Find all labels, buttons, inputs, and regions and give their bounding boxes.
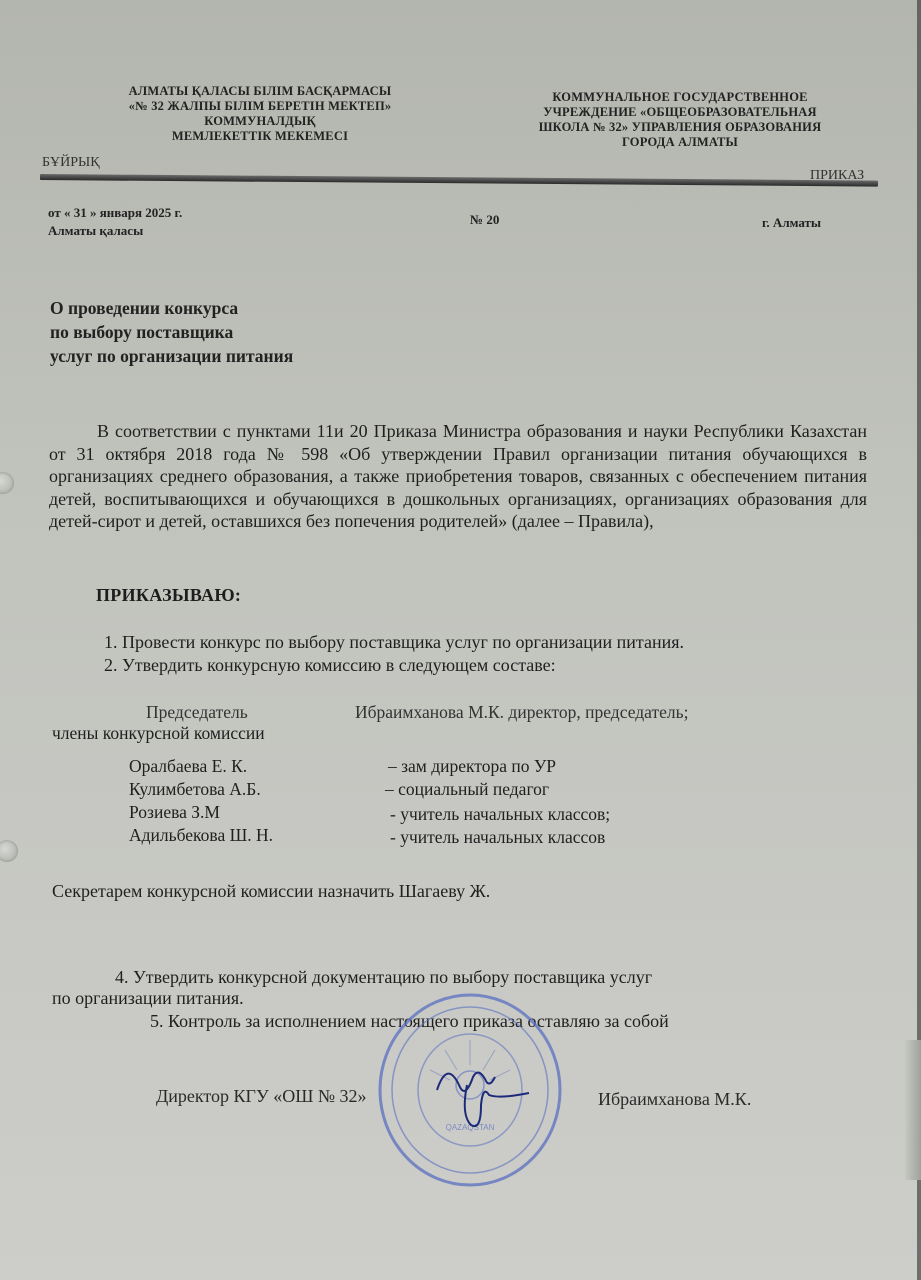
order-number: № 20 — [470, 212, 500, 227]
preamble-paragraph: В соответствии с пунктами 11и 20 Приказа Министра образования и науки Республики Казахстан от 31 октября 2018 года № 598 «Об утверждении Правил организации питания обучающихся в организациях среднего образования, а также приобретения товаров, связанных с обеспечением питания детей, воспитывающихся и обучающихся в дошкольных организациях, организациях образования для детей-сирот и детей, оставшихся без попечения родителей» (далее – Правила), — [49, 421, 867, 531]
member-name: Оралбаева Е. К. — [129, 756, 248, 776]
member-name: Кулимбетова А.Б. — [129, 779, 261, 799]
signatory-name: Ибраимханова М.К. — [598, 1089, 752, 1109]
title-line: услуг по организации питания — [50, 346, 294, 366]
meta-date-block — [48, 204, 182, 240]
order-item-1: 1. Провести конкурс по выбору поставщика услуг по организации питания. — [104, 632, 685, 652]
header-rule — [40, 174, 878, 187]
order-keyword: ПРИКАЗЫВАЮ: — [96, 585, 242, 605]
binder-hole-icon — [0, 472, 14, 494]
order-item-5: 5. Контроль за исполнением настоящего приказа оставляю за собой — [150, 1011, 669, 1031]
header-kz-line: МЕМЛЕКЕТТІК МЕКЕМЕСІ — [171, 129, 349, 143]
member-role: – социальный педагог — [385, 779, 550, 799]
chair-value: Ибраимханова М.К. директор, председатель; — [355, 702, 689, 722]
binder-hole-icon — [0, 840, 18, 862]
city-kz: Алматы қаласы — [48, 223, 144, 238]
doc-type-kz: БҰЙРЫҚ — [42, 155, 100, 170]
member-name: Адильбекова Ш. Н. — [129, 825, 274, 845]
member-role: - учитель начальных классов; — [390, 804, 611, 824]
secretary-line: Секретарем конкурсной комиссии назначить Шагаеву Ж. — [52, 881, 491, 901]
header-kz-line: «№ 32 ЖАЛПЫ БІЛІМ БЕРЕТІН МЕКТЕП» — [128, 99, 392, 113]
header-ru-line: КОММУНАЛЬНОЕ ГОСУДАРСТВЕННОЕ — [552, 90, 808, 104]
chair-label: Председатель — [146, 702, 248, 722]
adjacent-page-edge — [905, 1040, 921, 1180]
header-ru-block — [500, 90, 860, 150]
title-line: О проведении конкурса — [50, 298, 239, 318]
order-title — [50, 296, 293, 368]
header-ru-line: ГОРОДА АЛМАТЫ — [621, 135, 739, 149]
title-line: по выбору поставщика — [50, 322, 234, 342]
member-name: Розиева З.М — [129, 802, 220, 822]
member-role: – зам директора по УР — [388, 756, 556, 776]
header-kz-line: КОММУНАЛДЫҚ — [204, 114, 316, 128]
order-item-4-cont: по организации питания. — [52, 988, 244, 1008]
header-ru-line: ШКОЛА № 32» УПРАВЛЕНИЯ ОБРАЗОВАНИЯ — [538, 120, 822, 134]
members-label: члены конкурсной комиссии — [52, 723, 265, 743]
doc-type-ru: ПРИКАЗ — [810, 168, 865, 183]
order-item-2: 2. Утвердить конкурсную комиссию в следующем составе: — [104, 655, 556, 675]
header-ru-line: УЧРЕЖДЕНИЕ «ОБЩЕОБРАЗОВАТЕЛЬНАЯ — [543, 105, 817, 119]
order-date: от « 31 » января 2025 г. — [48, 205, 183, 220]
signatory-position: Директор КГУ «ОШ № 32» — [156, 1086, 367, 1106]
member-role: - учитель начальных классов — [390, 827, 606, 847]
stamp-text: QAZAQSTAN — [445, 1123, 495, 1132]
header-kz-block — [80, 84, 440, 144]
city-ru: г. Алматы — [762, 215, 822, 230]
order-item-4: 4. Утвердить конкурсной документацию по выбору поставщика услуг — [115, 967, 653, 987]
header-kz-line: АЛМАТЫ ҚАЛАСЫ БІЛІМ БАСҚАРМАСЫ — [128, 84, 392, 98]
official-stamp-icon — [375, 990, 565, 1190]
